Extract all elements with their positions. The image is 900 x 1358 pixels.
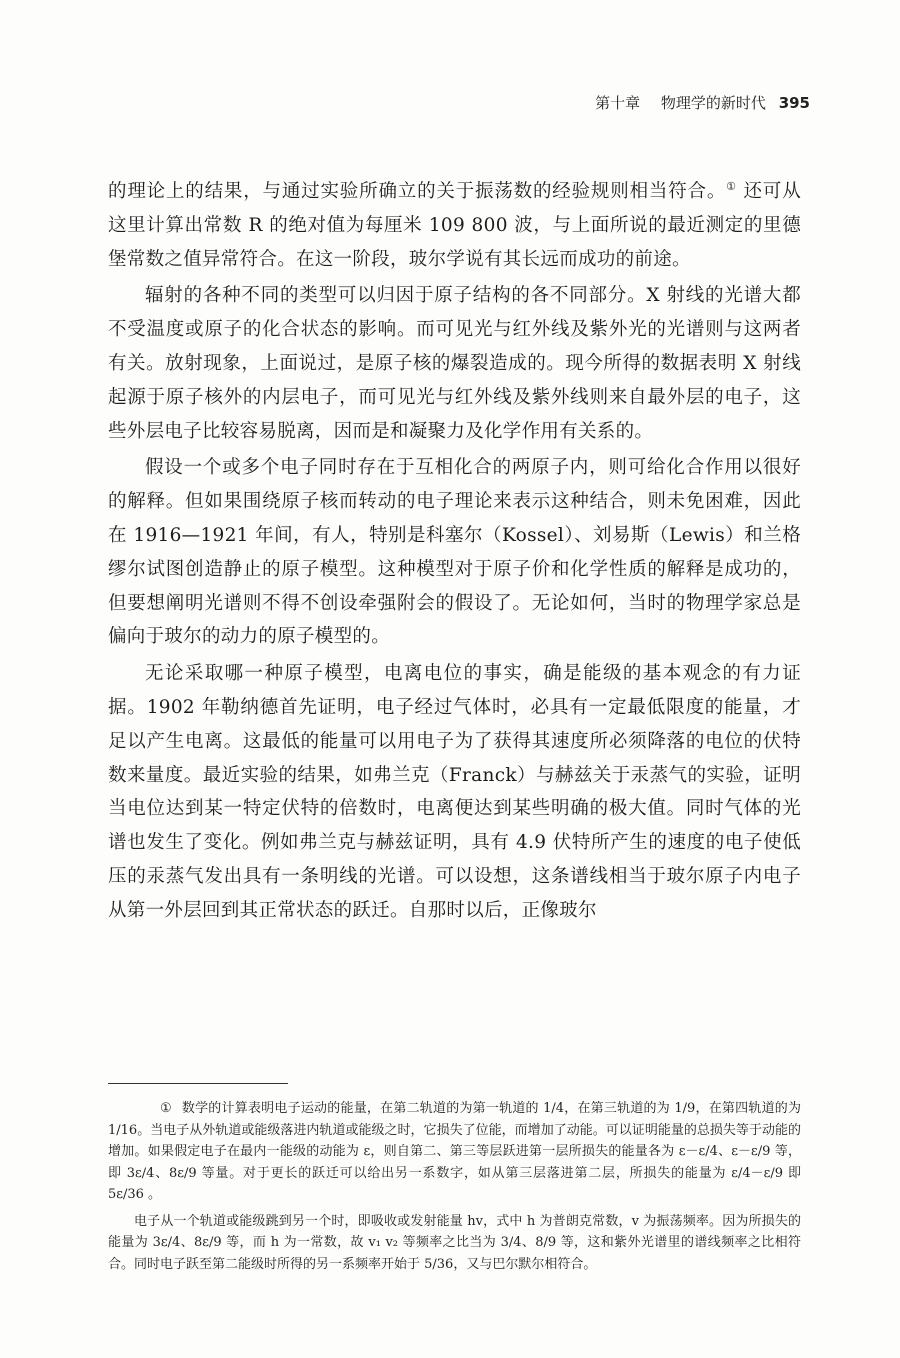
footnote-1 [108,1098,801,1206]
footnote-number: ① [160,1101,172,1116]
footnote-reference: ① [726,179,737,193]
chapter-label: 第十章 [595,94,641,112]
paragraph-1-text-after: 还可从这里计算出常数 R 的绝对值为每厘米 109 800 波，与上面所说的最近测定的里德堡常数之值异常符合。在这一阶段，玻尔学说有其长远而成功的前途。 [108,181,801,270]
main-text [108,175,801,928]
paragraph-3: 假设一个或多个电子同时存在于互相化合的两原子内，则可给化合作用以很好的解释。但如果围绕原子核而转动的电子理论来表示这种结合，则未免困难，因此在 1916—1921 年间，有人，特别是科塞尔（Kossel）、刘易斯（Lewis）和兰格缪尔试图创造静止的原子模型。这种模型对于原子价和化学性质的解释是成功的，但要想阐明光谱则不得不创设牵强附会的假设了。无论如何，当时的物理学家总是偏向于玻尔的动力的原子模型的。 [108,457,801,648]
footnote-2-text: 电子从一个轨道或能级跳到另一个时，即吸收或发射能量 hv，式中 h 为普朗克常数，v 为振荡频率。因为所损失的能量为 3ε/4、8ε/9 等，而 h 为一常数，故 v₁ v₂ 等频率之比当为 3/4、8/9 等，这和紫外光谱里的谱线频率之比相符合。同时电子跃至第二能级时所得的另一系频率开始于 5/36，又与巴尔默尔相符合。 [108,1213,801,1272]
paragraph-1 [108,175,801,276]
footnote-1-continuation [108,1211,801,1276]
paragraph-4: 无论采取哪一种原子模型，电离电位的事实，确是能级的基本观念的有力证据。1902 年勒纳德首先证明，电子经过气体时，必具有一定最低限度的能量，才足以产生电离。这最低的能量可以用电子为了获得其速度所必须降落的电位的伏特数来量度。最近实验的结果，如弗兰克（Franck）与赫兹关于汞蒸气的实验，证明当电位达到某一特定伏特的倍数时，电离便达到某些明确的极大值。同时气体的光谱也发生了变化。例如弗兰克与赫兹证明，具有 4.9 伏特所产生的速度的电子使低压的汞蒸气发出具有一条明线的光谱。可以设想，这条谱线相当于玻尔原子内电子从第一外层回到其正常状态的跃迁。自那时以后，正像玻尔 [108,663,801,921]
footnote-divider [108,1083,288,1084]
footnotes [108,1098,801,1275]
footnote-1-text: 数学的计算表明电子运动的能量，在第二轨道的为第一轨道的 1/4，在第三轨道的为 1/9，在第四轨道的为 1/16。当电子从外轨道或能级落进内轨道或能级之时，它损失了位能，而增加了动能。可以证明能量的总损失等于动能的增加。如果假定电子在最内一能级的动能为 ε，则自第二、第三等层跃进第一层所损失的能量各为 ε－ε/4、ε－ε/9 等，即 3ε/4、8ε/9 等量。对于更长的跃迁可以给出另一系数字，如从第三层落进第二层，所损失的能量为 ε/4－ε/9 即 5ε/36 。 [108,1101,801,1202]
paragraph-1-text: 的理论上的结果，与通过实验所确立的关于振荡数的经验规则相当符合。 [108,181,727,202]
chapter-title: 物理学的新时代 [660,94,766,112]
running-header [595,92,810,113]
paragraph-2: 辐射的各种不同的类型可以归因于原子结构的各不同部分。X 射线的光谱大都不受温度或原子的化合状态的影响。而可见光与红外线及紫外光的光谱则与这两者有关。放射现象，上面说过，是原子核的爆裂造成的。现今所得的数据表明 X 射线起源于原子核外的内层电子，而可见光与红外线及紫外线则来自最外层的电子，这些外层电子比较容易脱离，因而是和凝聚力及化学作用有关系的。 [108,285,801,442]
page-number: 395 [778,94,810,112]
